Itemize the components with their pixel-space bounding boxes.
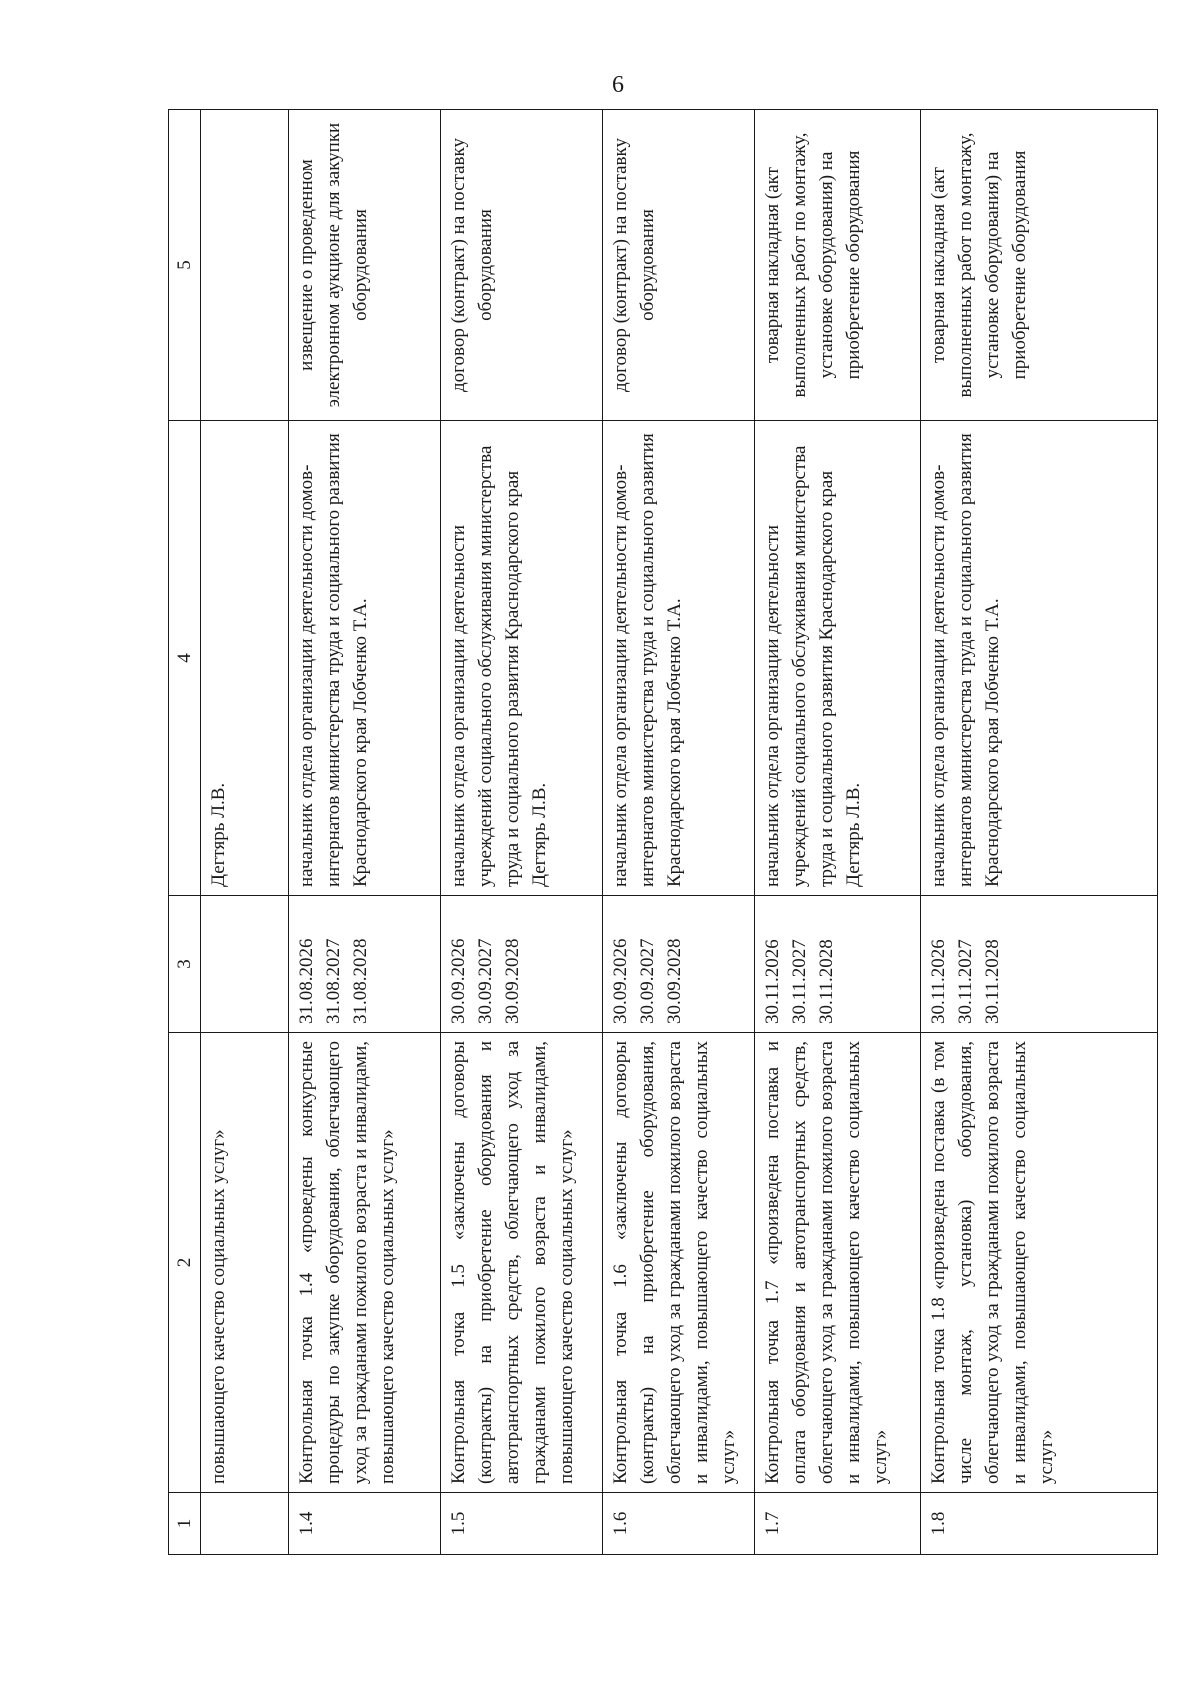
deadline-dates: 31.08.2026 31.08.2027 31.08.2028 bbox=[289, 896, 441, 1033]
deadline-dates: 30.09.2026 30.09.2027 30.09.2028 bbox=[441, 896, 603, 1033]
row-number: 1.7 bbox=[755, 1493, 921, 1555]
responsible-person: Дегтярь Л.В. bbox=[201, 421, 289, 896]
responsible-person: начальник отдела организации деятельности домов-интернатов министерства труда и социального развития Краснодарского края Лобченко Т.А. bbox=[603, 421, 755, 896]
control-points-table bbox=[168, 109, 1158, 1555]
deadline-dates bbox=[201, 896, 289, 1033]
table-row bbox=[441, 110, 603, 1555]
row-number: 1.4 bbox=[289, 1493, 441, 1555]
responsible-person: начальник отдела организации деятельности домов-интернатов министерства труда и социального развития Краснодарского края Лобченко Т.А. bbox=[289, 421, 441, 896]
header-cell: 1 bbox=[169, 1493, 201, 1555]
control-point-text: Контрольная точка 1.5 «заключены договоры (контракты) на приобретение оборудования и автотранспортных средств, облегчающего уход за гражданами пожилого возраста и инвалидами, повышающего качество социальных услуг» bbox=[441, 1033, 603, 1493]
result-document: товарная накладная (акт выполненных работ по монтажу, установке оборудования) на приобретение оборудования bbox=[755, 110, 921, 421]
result-document: товарная накладная (акт выполненных работ по монтажу, установке оборудования) на приобретение оборудования bbox=[921, 110, 1158, 421]
table-row bbox=[921, 110, 1158, 1555]
control-point-text: повышающего качество социальных услуг» bbox=[201, 1033, 289, 1493]
deadline-dates: 30.09.2026 30.09.2027 30.09.2028 bbox=[603, 896, 755, 1033]
control-point-text: Контрольная точка 1.8 «произведена поставка (в том числе монтаж, установка) оборудования, облегчающего уход за гражданами пожилого возраста и инвалидами, повышающего качество социальных услуг» bbox=[921, 1033, 1158, 1493]
deadline-dates: 30.11.2026 30.11.2027 30.11.2028 bbox=[755, 896, 921, 1033]
row-number: 1.8 bbox=[921, 1493, 1158, 1555]
result-document: договор (контракт) на поставку оборудования bbox=[603, 110, 755, 421]
deadline-dates: 30.11.2026 30.11.2027 30.11.2028 bbox=[921, 896, 1158, 1033]
table-header-row bbox=[169, 110, 201, 1555]
header-cell: 2 bbox=[169, 1033, 201, 1493]
control-point-text: Контрольная точка 1.6 «заключены договоры (контракты) на приобретение оборудования, облегчающего уход за гражданами пожилого возраста и инвалидами, повышающего качество социальных услуг» bbox=[603, 1033, 755, 1493]
page-number: 6 bbox=[612, 72, 624, 98]
table-row bbox=[289, 110, 441, 1555]
result-document: договор (контракт) на поставку оборудования bbox=[441, 110, 603, 421]
rotated-table-container bbox=[168, 110, 1158, 1555]
result-document: извещение о проведенном электронном аукционе для закупки оборудования bbox=[289, 110, 441, 421]
row-number bbox=[201, 1493, 289, 1555]
control-point-text: Контрольная точка 1.4 «проведены конкурсные процедуры по закупке оборудования, облегчающего уход за гражданами пожилого возраста и инвалидами, повышающего качество социальных услуг» bbox=[289, 1033, 441, 1493]
table-row bbox=[201, 110, 289, 1555]
responsible-person: начальник отдела организации деятельности учреждений социального обслуживания министерства труда и социального развития Краснодарского края Дегтярь Л.В. bbox=[441, 421, 603, 896]
responsible-person: начальник отдела организации деятельности учреждений социального обслуживания министерства труда и социального развития Краснодарского края Дегтярь Л.В. bbox=[755, 421, 921, 896]
row-number: 1.6 bbox=[603, 1493, 755, 1555]
table-row bbox=[755, 110, 921, 1555]
row-number: 1.5 bbox=[441, 1493, 603, 1555]
header-cell: 3 bbox=[169, 896, 201, 1033]
responsible-person: начальник отдела организации деятельности домов-интернатов министерства труда и социального развития Краснодарского края Лобченко Т.А. bbox=[921, 421, 1158, 896]
header-cell: 4 bbox=[169, 421, 201, 896]
table-row bbox=[603, 110, 755, 1555]
control-point-text: Контрольная точка 1.7 «произведена поставка и оплата оборудования и автотранспортных средств, облегчающего уход за гражданами пожилого возраста и инвалидами, повышающего качество социальных услуг» bbox=[755, 1033, 921, 1493]
header-cell: 5 bbox=[169, 110, 201, 421]
result-document bbox=[201, 110, 289, 421]
